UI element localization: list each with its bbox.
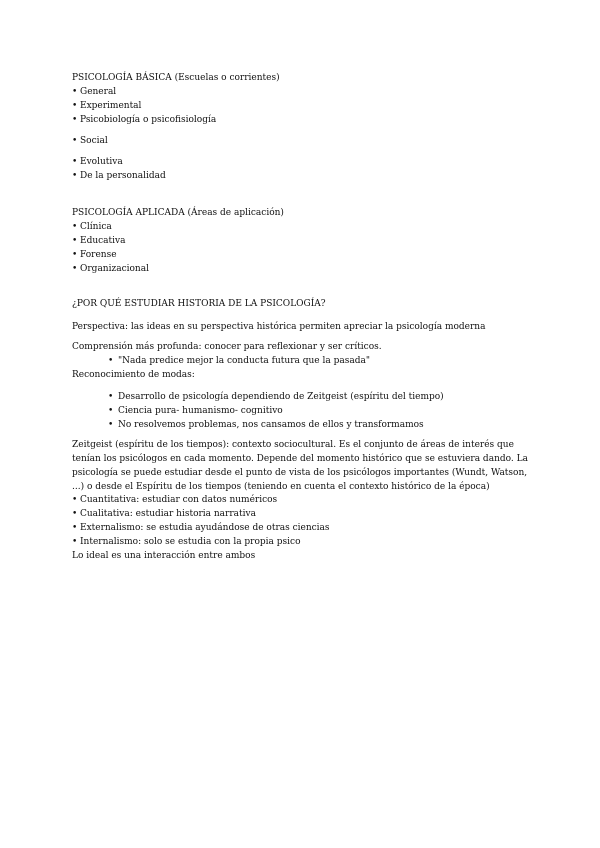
list-item: • Organizacional [72, 264, 149, 274]
list-item: • De la personalidad [72, 171, 166, 181]
modas-label: Reconocimiento de modas: [72, 370, 195, 380]
list-item: • Educativa [72, 236, 126, 246]
list-item: • No resolvemos problemas, nos cansamos de ellos y transformamos [108, 420, 424, 430]
perspectiva-text: Perspectiva: las ideas en su perspectiva histórica permiten apreciar la psicología moderna [72, 322, 486, 332]
list-item: • Experimental [72, 101, 142, 111]
comprension-text: Comprensión más profunda: conocer para reflexionar y ser críticos. [72, 342, 382, 352]
list-item: • Forense [72, 250, 117, 260]
list-item: • Psicobiología o psicofisiología [72, 115, 217, 125]
aplicada-heading: PSICOLOGÍA APLICADA (Áreas de aplicación) [72, 208, 284, 218]
list-item: • Clínica [72, 222, 112, 232]
conclusion-text: Lo ideal es una interacción entre ambos [72, 551, 256, 561]
historia-question: ¿POR QUÉ ESTUDIAR HISTORIA DE LA PSICOLOGÍA? [72, 299, 326, 309]
list-item: • Ciencia pura- humanismo- cognitivo [108, 406, 283, 416]
quote-item: • "Nada predice mejor la conducta futura que la pasada" [108, 356, 370, 366]
basica-heading: PSICOLOGÍA BÁSICA (Escuelas o corrientes) [72, 73, 280, 83]
list-item: • Externalismo: se estudia ayudándose de otras ciencias [72, 523, 330, 533]
list-item: • Internalismo: solo se estudia con la propia psico [72, 537, 301, 547]
list-item: • General [72, 87, 117, 97]
list-item: • Social [72, 136, 108, 146]
zeitgeist-paragraph: Zeitgeist (espíritu de los tiempos): contexto sociocultural. Es el conjunto de áreas de interés que tenían los psicólogos en cada momento. Depende del momento histórico que se estuviera dando. La psicología se puede estudiar desde el punto de vista de los psicólogos importantes (Wundt, Watson, ...) o desde el Espíritu de los tiempos (teniendo en cuenta el contexto histórico de la época) [72, 440, 528, 492]
list-item: • Cuantitativa: estudiar con datos numéricos [72, 495, 278, 505]
list-item: • Evolutiva [72, 157, 123, 167]
list-item: • Desarrollo de psicología dependiendo de Zeitgeist (espíritu del tiempo) [108, 392, 444, 402]
list-item: • Cualitativa: estudiar historia narrativa [72, 509, 256, 519]
